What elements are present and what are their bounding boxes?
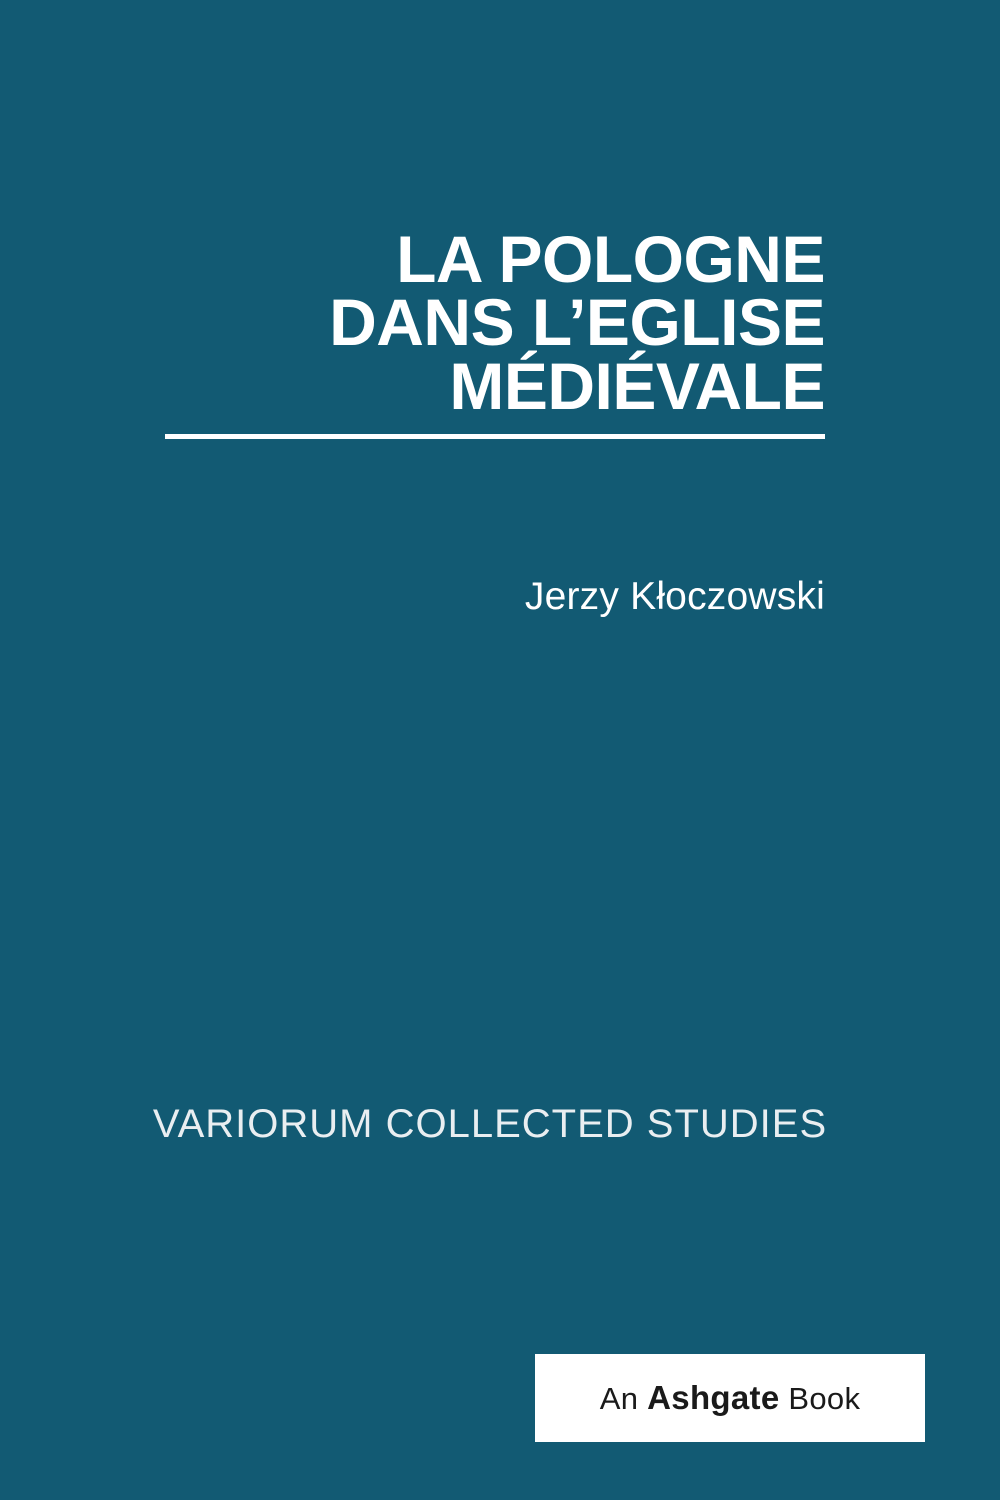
title-line-2: DANS L’EGLISE: [329, 285, 825, 360]
badge-prefix: An: [599, 1381, 648, 1416]
book-title: [165, 222, 825, 439]
author-name: Jerzy Kłoczowski: [524, 575, 825, 618]
badge-brand: Ashgate: [647, 1379, 780, 1416]
publisher-badge-text: [600, 1379, 861, 1417]
badge-suffix: Book: [779, 1381, 861, 1416]
series-name: VARIORUM COLLECTED STUDIES: [152, 1102, 828, 1146]
publisher-badge: [535, 1354, 925, 1442]
title-line-1: LA POLOGNE: [396, 222, 825, 296]
title-line-3: MÉDIÉVALE: [449, 348, 825, 423]
title-divider: [165, 434, 825, 439]
